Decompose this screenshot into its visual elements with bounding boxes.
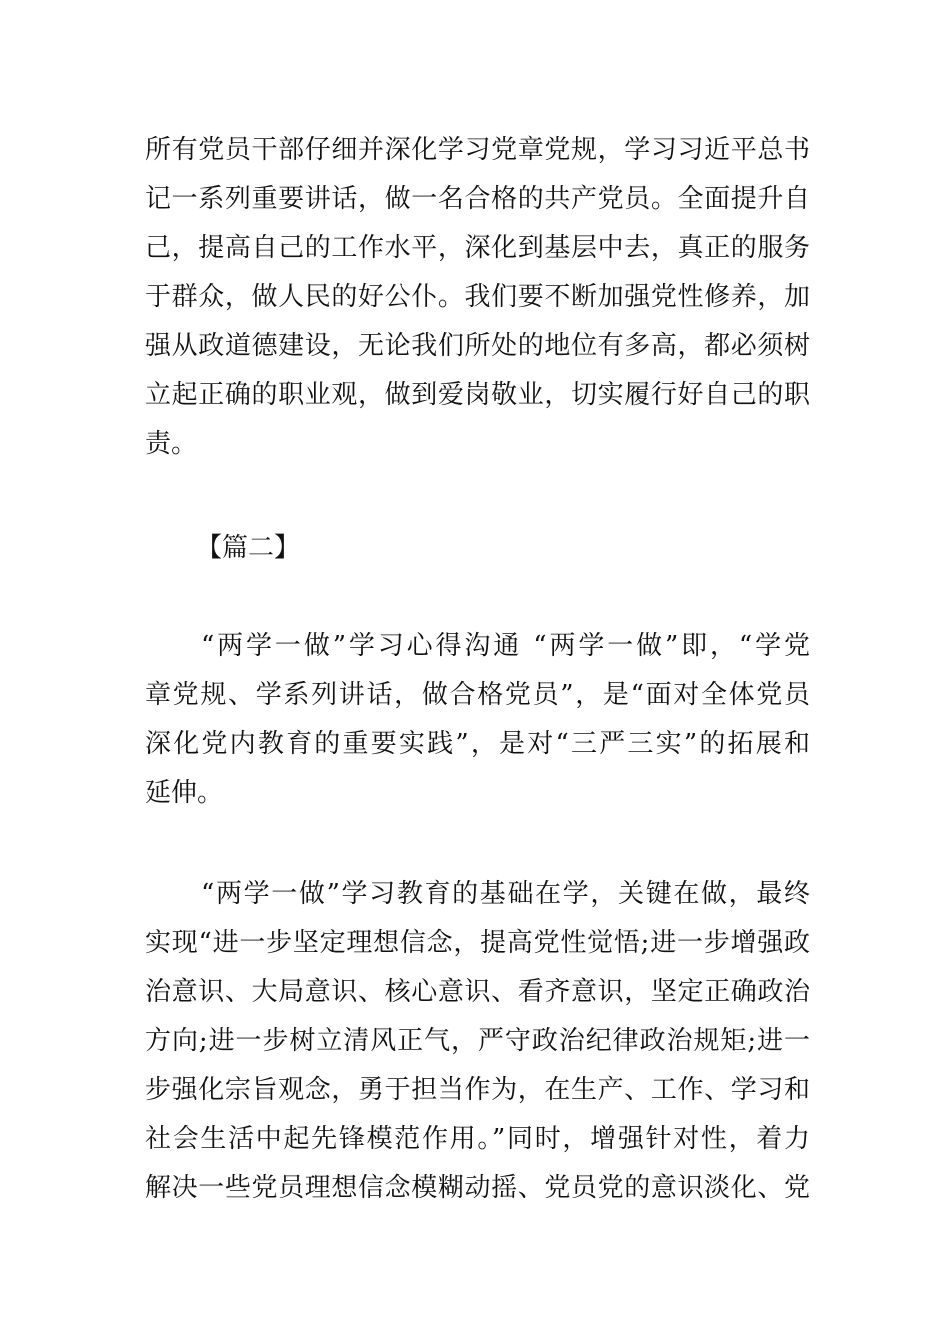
text-line: 实现“进一步坚定理想信念，提高党性觉悟;进一步增强政 xyxy=(145,928,810,958)
text-line: 所有党员干部仔细并深化学习党章党规，学习习近平总书 xyxy=(145,135,810,165)
text-line: 步强化宗旨观念，勇于担当作为，在生产、工作、学习和 xyxy=(145,1075,810,1105)
text-line: 治意识、大局意识、核心意识、看齐意识，坚定正确政治 xyxy=(145,977,810,1007)
text-line: “两学一做”学习心得沟通 “两学一做”即，“学党 xyxy=(201,631,810,661)
text-line: 己，提高自己的工作水平，深化到基层中去，真正的服务 xyxy=(145,233,810,263)
paragraph-2 xyxy=(145,622,810,818)
paragraph-1 xyxy=(145,126,810,469)
text-line: 延伸。 xyxy=(145,778,224,808)
text-line: “两学一做”学习教育的基础在学，关键在做，最终 xyxy=(201,879,810,909)
paragraph-3 xyxy=(145,870,810,1213)
text-line: 强从政道德建设，无论我们所处的地位有多高，都必须树 xyxy=(145,331,810,361)
text-line: 方向;进一步树立清风正气，严守政治纪律政治规矩;进一 xyxy=(145,1026,810,1056)
text-line: 解决一些党员理想信念模糊动摇、党员党的意识淡化、党 xyxy=(145,1173,810,1203)
text-line: 深化党内教育的重要实践”，是对“三严三实”的拓展和 xyxy=(145,729,810,759)
text-line: 立起正确的职业观，做到爱岗敬业，切实履行好自己的职 xyxy=(145,380,810,410)
text-line: 章党规、学系列讲话，做合格党员”，是“面对全体党员 xyxy=(145,680,810,710)
text-line: 记一系列重要讲话，做一名合格的共产党员。全面提升自 xyxy=(145,184,810,214)
text-line: 责。 xyxy=(145,429,198,459)
text-line: 于群众，做人民的好公仆。我们要不断加强党性修养，加 xyxy=(145,282,810,312)
section-heading: 【篇二】 xyxy=(196,533,301,563)
text-line: 社会生活中起先锋模范作用。”同时，增强针对性，着力 xyxy=(145,1124,810,1154)
